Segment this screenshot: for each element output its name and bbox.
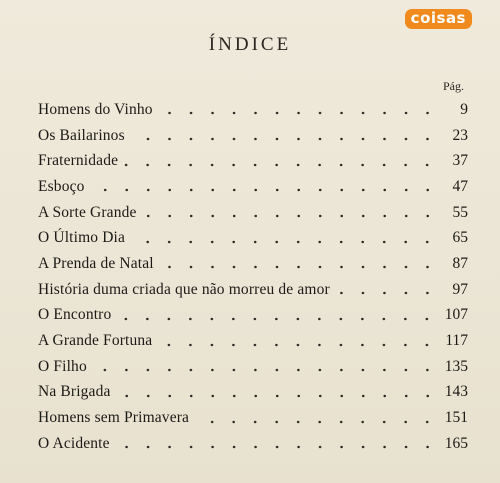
toc-entry-title: O Filho (38, 357, 87, 375)
toc-entry-page: 97 (452, 280, 468, 298)
toc-entry (38, 431, 468, 457)
toc-entry (38, 328, 468, 354)
toc-entry-title: A Grande Fortuna (38, 332, 153, 350)
toc-entry (38, 225, 468, 251)
toc-entry (38, 251, 468, 277)
toc-entry-page: 107 (444, 306, 468, 324)
toc-entry-page: 117 (445, 332, 468, 350)
dot-leader (156, 343, 438, 347)
toc-entry-title: Homens sem Primavera (38, 409, 190, 427)
toc-entry (38, 380, 468, 406)
toc-entry-page: 23 (452, 126, 468, 144)
toc-entry (38, 354, 468, 380)
dot-leader (89, 188, 438, 192)
dot-leader (334, 291, 438, 295)
toc-entry (38, 148, 468, 174)
toc-entry-page: 165 (444, 434, 468, 452)
toc-entry-title: A Sorte Grande (38, 203, 137, 221)
toc-entry-title: O Acidente (38, 434, 110, 452)
dot-leader (122, 163, 438, 167)
toc-entry-title: Na Brigada (38, 383, 111, 401)
dot-leader (129, 240, 438, 244)
toc-entry-page: 55 (452, 203, 468, 221)
toc-entry-title: Esboço (38, 177, 85, 195)
toc-entry-title: História duma criada que não morreu de amor (38, 280, 330, 298)
toc-entry-page: 143 (444, 383, 468, 401)
coisas-watermark-logo: coisas (405, 9, 472, 29)
dot-leader (115, 317, 438, 321)
dot-leader (157, 111, 438, 115)
page-column-label: Pág. (443, 79, 464, 93)
dot-leader (114, 445, 438, 449)
toc-entry (38, 174, 468, 200)
toc-entry-title: Fraternidade (38, 152, 119, 170)
dot-leader (115, 394, 438, 398)
toc-entry-page: 9 (460, 100, 468, 118)
toc-entry-page: 47 (452, 177, 468, 195)
toc-entry-page: 151 (444, 409, 468, 427)
toc-entry-page: 87 (452, 254, 468, 272)
toc-entry-page: 37 (452, 152, 468, 170)
toc-entry (38, 277, 468, 303)
dot-leader (129, 137, 438, 141)
dot-leader (141, 214, 438, 218)
toc-entry (38, 200, 468, 226)
toc-entry-page: 135 (444, 357, 468, 375)
toc-entry-title: A Prenda de Natal (38, 254, 154, 272)
index-title: ÍNDICE (208, 34, 292, 55)
toc-entry-title: O Encontro (38, 306, 112, 324)
toc-entry (38, 123, 468, 149)
toc-entry-title: Os Bailarinos (38, 126, 125, 144)
toc-entry-title: O Último Dia (38, 229, 126, 247)
toc-entry-page: 65 (452, 229, 468, 247)
toc-entry-title: Homens do Vinho (38, 100, 153, 118)
toc-entry (38, 405, 468, 431)
toc-entry (38, 97, 468, 123)
dot-leader (193, 420, 438, 424)
toc-entry (38, 303, 468, 329)
dot-leader (158, 265, 438, 269)
table-of-contents (38, 97, 468, 457)
dot-leader (91, 368, 438, 372)
